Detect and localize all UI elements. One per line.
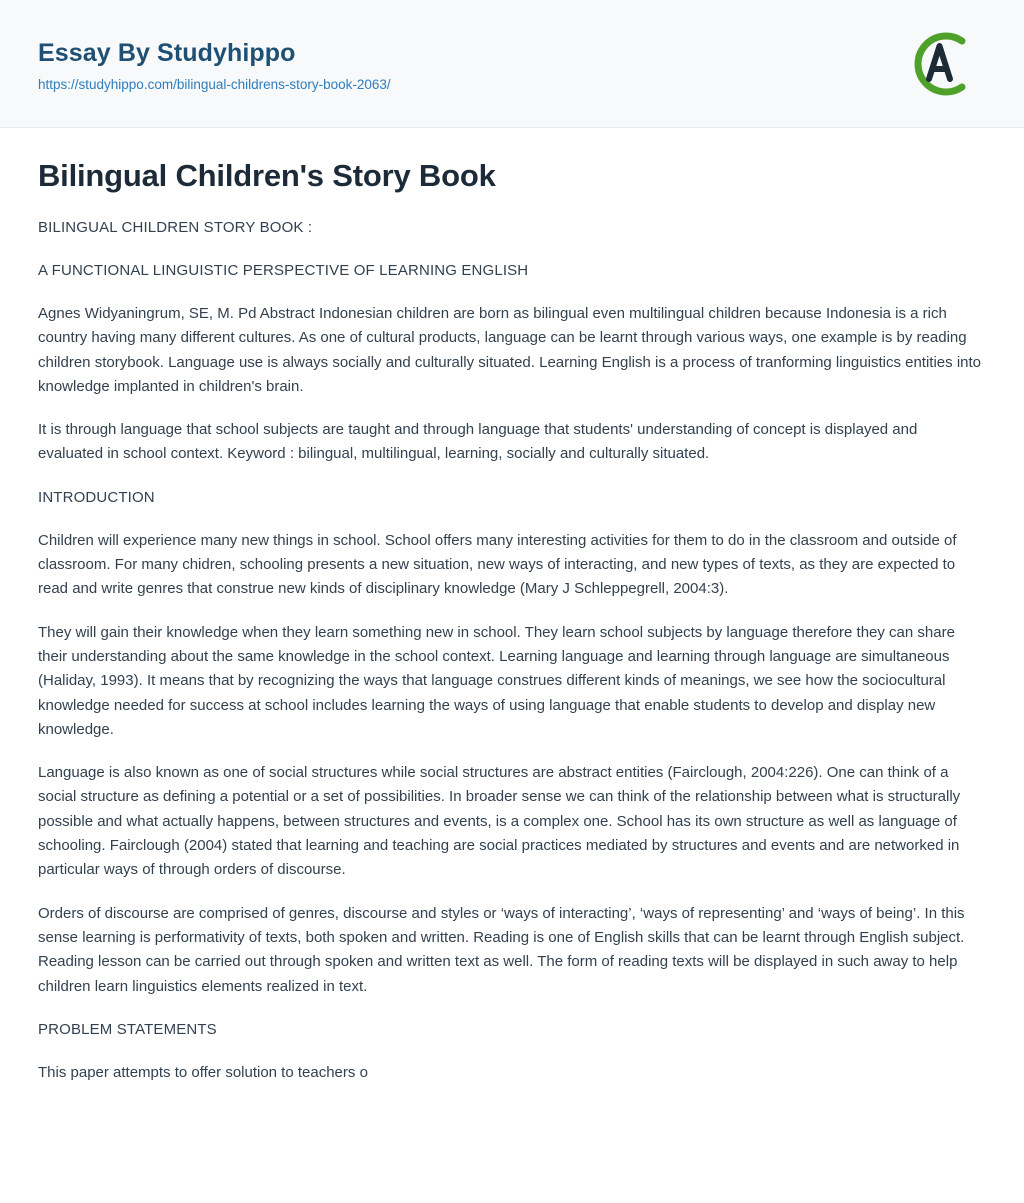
- brand-block: [38, 35, 391, 92]
- studyhippo-circle-a-logo-icon[interactable]: [902, 27, 976, 101]
- paragraph-abstract: Agnes Widyaningrum, SE, M. Pd Abstract Indonesian children are born as bilingual even multilingual children because Indonesia is a rich country having many different cultures. As one of cultural products, language can be learnt through various ways, one example is by reading children storybook. Language use is always socially and culturally situated. Learning English is a process of tranforming linguistics entities into knowledge implanted in children's brain.: [38, 305, 982, 395]
- section-heading-introduction: INTRODUCTION: [38, 488, 155, 506]
- paragraph-intro-4: Orders of discourse are comprised of genres, discourse and styles or ‘ways of interacting’, ‘ways of representing’ and ‘ways of being’. In this sense learning is performativity of texts, both spoken and written. Reading is one of English skills that can be learnt through English subject. Reading lesson can be carried out through spoken and written text as well. The form of reading texts will be displayed in such away to help children learn linguistics elements realized in text.: [38, 904, 965, 995]
- site-header: [0, 0, 1024, 128]
- paragraph-intro-3: Language is also known as one of social structures while social structures are abstract entities (Fairclough, 2004:226). One can think of a social structure as defining a potential or a set of possibilities. In broader sense we can think of the relationship between what is structurally possible and what actually happens, between structures and events, is a complex one. School has its own structure as well as language of schooling. Fairclough (2004) stated that learning and teaching are social practices mediated by structures and events and are networked in particular ways of through orders of discourse.: [38, 764, 961, 879]
- paragraph-problem-1: This paper attempts to offer solution to teachers o: [38, 1063, 368, 1081]
- article-subtitle-1: BILINGUAL CHILDREN STORY BOOK :: [38, 219, 313, 236]
- paragraph-keywords: It is through language that school subjects are taught and through language that students' understanding of concept is displayed and evaluated in school context. Keyword : bilingual, multilingual, learning, socially and culturally situated.: [38, 421, 918, 463]
- site-title: Essay By Studyhippo: [38, 39, 296, 68]
- paragraph-intro-2: They will gain their knowledge when they learn something new in school. They learn school subjects by language therefore they can share their understanding about the same knowledge in the school context. Learning language and learning through language are simultaneous (Haliday, 1993). It means that by recognizing the ways that language construes different kinds of meanings, we see how the sociocultural knowledge needed for success at school includes learning the ways of using language that enable students to develop and display new knowledge.: [38, 623, 955, 738]
- article-body: [0, 128, 1024, 1085]
- page-url[interactable]: https://studyhippo.com/bilingual-childrens-story-book-2063/: [38, 77, 391, 93]
- article-subtitle-2: A FUNCTIONAL LINGUISTIC PERSPECTIVE OF LEARNING ENGLISH: [38, 262, 529, 279]
- paragraph-intro-1: Children will experience many new things in school. School offers many interesting activities for them to do in the classroom and outside of classroom. For many chidren, schooling presents a new situation, new ways of interacting, and new types of texts, as they are expected to read and write genres that construe new kinds of disciplinary knowledge (Mary J Schleppegrell, 2004:3).: [38, 531, 957, 598]
- page-title: Bilingual Children's Story Book: [38, 158, 496, 193]
- section-heading-problem-statements: PROBLEM STATEMENTS: [38, 1020, 217, 1038]
